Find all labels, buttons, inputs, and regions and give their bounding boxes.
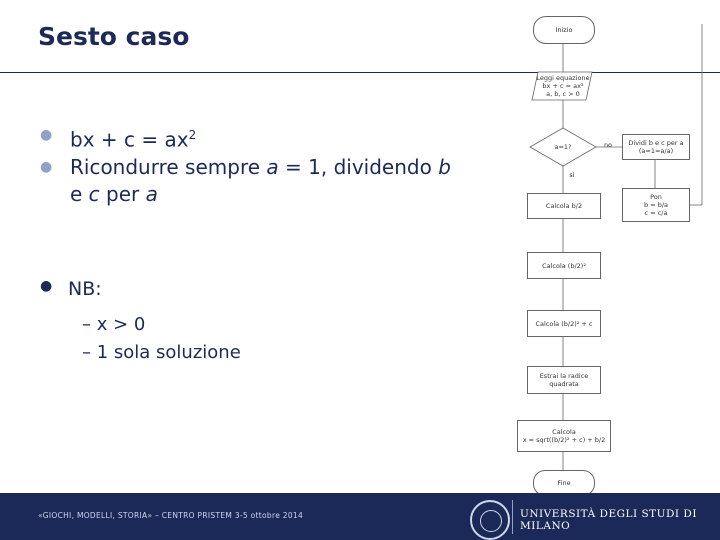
slide-title: Sesto caso bbox=[38, 22, 190, 51]
flow-calc-x-line-2: x = sqrt((b/2)² + c) + b/2 bbox=[522, 436, 606, 444]
flow-yes-label: sì bbox=[569, 171, 575, 179]
flow-divide-line-1: Dividi b e c per a bbox=[628, 139, 684, 147]
flow-start: Inizio bbox=[533, 16, 595, 44]
flow-assign-line-1: Pon bbox=[650, 193, 662, 201]
flow-calc-half: Calcola b/2 bbox=[527, 193, 601, 219]
reduce-text-2: = 1, dividendo bbox=[278, 154, 439, 179]
flow-calc-x bbox=[517, 420, 611, 452]
flow-read-line-1: Leggi equazione bbox=[536, 74, 590, 82]
flow-sqrt-line-2: quadrata bbox=[549, 380, 579, 388]
flow-read-line-3: a, b, c > 0 bbox=[546, 90, 580, 98]
footer-divider bbox=[512, 500, 513, 534]
flow-read-line-2: bx + c = ax² bbox=[542, 82, 584, 90]
nb-label: NB: bbox=[68, 278, 102, 300]
flow-end: Fine bbox=[533, 470, 595, 496]
flow-calc-square: Calcola (b/2)² bbox=[527, 252, 601, 279]
reduce-text-3: e bbox=[70, 181, 89, 206]
flow-calc-sum: Calcola (b/2)² + c bbox=[527, 310, 601, 337]
flow-no-label: no bbox=[603, 141, 613, 149]
flow-sqrt bbox=[527, 366, 601, 394]
nb-item-positive: – x > 0 bbox=[82, 314, 146, 335]
reduce-text-1: Ricondurre sempre bbox=[70, 154, 267, 179]
flow-divide-line-2: (a=1=a/a) bbox=[638, 147, 674, 155]
reduce-text-4: per bbox=[99, 181, 146, 206]
var-b: b bbox=[438, 154, 451, 179]
flow-sqrt-line-1: Estrai la radice bbox=[539, 372, 589, 380]
flow-assign bbox=[622, 188, 690, 222]
flow-assign-line-3: c = c/a bbox=[644, 209, 668, 217]
university-seal-icon bbox=[470, 500, 510, 540]
equation-text: bx + c = ax bbox=[70, 127, 189, 152]
bullet-dot-icon: ● bbox=[40, 127, 53, 143]
flow-divide bbox=[622, 134, 690, 160]
bullet-dot-icon: ● bbox=[40, 158, 53, 175]
bullet-dot-icon: ● bbox=[40, 278, 53, 294]
var-a: a bbox=[266, 154, 279, 179]
exponent: 2 bbox=[188, 128, 197, 142]
university-name: UNIVERSITÀ DEGLI STUDI DI MILANO bbox=[520, 508, 697, 532]
var-a2: a bbox=[145, 181, 158, 206]
flow-decision-label: a=1? bbox=[554, 143, 572, 151]
nb-item-single-solution: – 1 sola soluzione bbox=[82, 342, 241, 363]
flow-calc-x-line-1: Calcola bbox=[552, 428, 576, 436]
footer-event-text: «GIOCHI, MODELLI, STORIA» – CENTRO PRISTEM 3-5 ottobre 2014 bbox=[38, 511, 304, 520]
flow-assign-line-2: b = b/a bbox=[643, 201, 668, 209]
flow-read bbox=[536, 73, 590, 99]
var-c: c bbox=[88, 181, 100, 206]
